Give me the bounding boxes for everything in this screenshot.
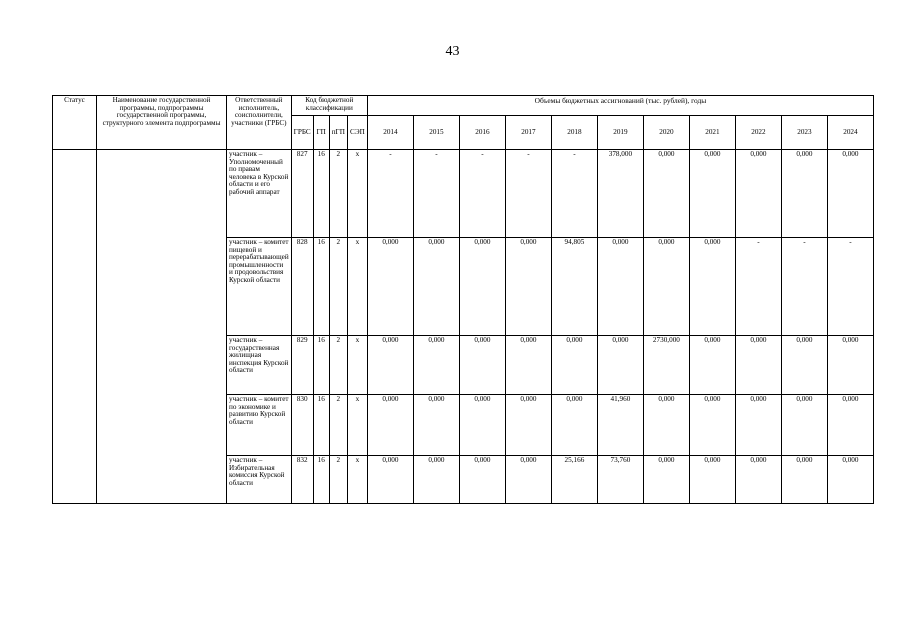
gp-cell: 16: [313, 238, 329, 336]
value-cell: 0,000: [735, 150, 781, 238]
value-cell: 0,000: [689, 336, 735, 395]
value-cell: 73,760: [597, 456, 643, 504]
status-header: Статус: [53, 96, 97, 150]
value-cell: 0,000: [505, 238, 551, 336]
year-header: 2017: [505, 116, 551, 150]
code-header: СЭП: [347, 116, 367, 150]
value-cell: 0,000: [413, 238, 459, 336]
value-cell: -: [367, 150, 413, 238]
year-header: 2023: [781, 116, 827, 150]
value-cell: 0,000: [367, 238, 413, 336]
value-cell: 0,000: [781, 150, 827, 238]
value-cell: 0,000: [459, 456, 505, 504]
pgp-cell: 2: [329, 395, 347, 456]
value-cell: 0,000: [689, 238, 735, 336]
value-cell: 0,000: [643, 395, 689, 456]
code-header: ГРБС: [291, 116, 313, 150]
value-cell: 94,805: [551, 238, 597, 336]
code-header: пГП: [329, 116, 347, 150]
pgp-cell: 2: [329, 456, 347, 504]
grbs-cell: 829: [291, 336, 313, 395]
value-cell: 0,000: [643, 238, 689, 336]
value-cell: 25,166: [551, 456, 597, 504]
value-cell: 0,000: [643, 456, 689, 504]
year-header: 2024: [827, 116, 873, 150]
value-cell: 0,000: [827, 336, 873, 395]
sep-cell: х: [347, 336, 367, 395]
executor-header: Ответственный исполнитель, соисполнители, участники (ГРБС): [227, 96, 292, 150]
code-group-header: Код бюджетной классификации: [291, 96, 367, 116]
executor-cell: участник – Уполномоченный по правам человека в Курской области и его рабочий аппарат: [227, 150, 292, 238]
year-header: 2020: [643, 116, 689, 150]
value-cell: 0,000: [367, 395, 413, 456]
year-header: 2015: [413, 116, 459, 150]
value-cell: 0,000: [505, 336, 551, 395]
year-header: 2014: [367, 116, 413, 150]
sep-cell: х: [347, 456, 367, 504]
value-cell: 0,000: [827, 150, 873, 238]
value-cell: 0,000: [735, 336, 781, 395]
gp-cell: 16: [313, 150, 329, 238]
header-row-1: [53, 96, 874, 116]
value-cell: 0,000: [781, 336, 827, 395]
value-cell: 0,000: [597, 238, 643, 336]
executor-cell: участник – комитет пищевой и перерабатывающей промышленности и продовольствия Курской области: [227, 238, 292, 336]
gp-cell: 16: [313, 336, 329, 395]
value-cell: 0,000: [781, 395, 827, 456]
value-cell: -: [781, 238, 827, 336]
value-cell: 0,000: [827, 395, 873, 456]
value-cell: -: [735, 238, 781, 336]
budget-table: [52, 95, 874, 504]
sep-cell: х: [347, 395, 367, 456]
value-cell: -: [505, 150, 551, 238]
year-header: 2021: [689, 116, 735, 150]
pgp-cell: 2: [329, 336, 347, 395]
value-cell: 0,000: [781, 456, 827, 504]
grbs-cell: 832: [291, 456, 313, 504]
grbs-cell: 830: [291, 395, 313, 456]
grbs-cell: 828: [291, 238, 313, 336]
value-cell: 0,000: [413, 395, 459, 456]
value-cell: 0,000: [551, 336, 597, 395]
value-cell: 2730,000: [643, 336, 689, 395]
sep-cell: х: [347, 238, 367, 336]
pgp-cell: 2: [329, 238, 347, 336]
value-cell: 0,000: [551, 395, 597, 456]
value-cell: 0,000: [459, 336, 505, 395]
value-cell: -: [827, 238, 873, 336]
grbs-cell: 827: [291, 150, 313, 238]
status-cell: [53, 150, 97, 504]
value-cell: -: [551, 150, 597, 238]
value-cell: 0,000: [413, 456, 459, 504]
year-header: 2019: [597, 116, 643, 150]
value-cell: -: [413, 150, 459, 238]
gp-cell: 16: [313, 456, 329, 504]
volume-group-header: Объемы бюджетных ассигнований (тыс. рублей), годы: [367, 96, 873, 116]
value-cell: 0,000: [689, 395, 735, 456]
executor-cell: участник – комитет по экономике и развитию Курской области: [227, 395, 292, 456]
value-cell: 0,000: [597, 336, 643, 395]
sep-cell: х: [347, 150, 367, 238]
value-cell: 378,000: [597, 150, 643, 238]
name-header: Наименование государственной программы, подпрограммы государственной программы, структурного элемента подпрограммы: [97, 96, 227, 150]
value-cell: 0,000: [827, 456, 873, 504]
value-cell: 0,000: [689, 456, 735, 504]
value-cell: 0,000: [459, 395, 505, 456]
table-row: [53, 150, 874, 238]
value-cell: 0,000: [505, 456, 551, 504]
value-cell: 0,000: [735, 395, 781, 456]
name-cell: [97, 150, 227, 504]
value-cell: 0,000: [367, 456, 413, 504]
executor-cell: участник – государственная жилищная инспекция Курской области: [227, 336, 292, 395]
executor-cell: участник – Избирательная комиссия Курской области: [227, 456, 292, 504]
value-cell: 0,000: [459, 238, 505, 336]
value-cell: 0,000: [735, 456, 781, 504]
pgp-cell: 2: [329, 150, 347, 238]
year-header: 2016: [459, 116, 505, 150]
code-header: ГП: [313, 116, 329, 150]
value-cell: 0,000: [505, 395, 551, 456]
value-cell: 0,000: [367, 336, 413, 395]
value-cell: 0,000: [643, 150, 689, 238]
page-number: 43: [445, 44, 460, 59]
year-header: 2018: [551, 116, 597, 150]
gp-cell: 16: [313, 395, 329, 456]
value-cell: 0,000: [413, 336, 459, 395]
value-cell: 0,000: [689, 150, 735, 238]
year-header: 2022: [735, 116, 781, 150]
value-cell: -: [459, 150, 505, 238]
value-cell: 41,960: [597, 395, 643, 456]
